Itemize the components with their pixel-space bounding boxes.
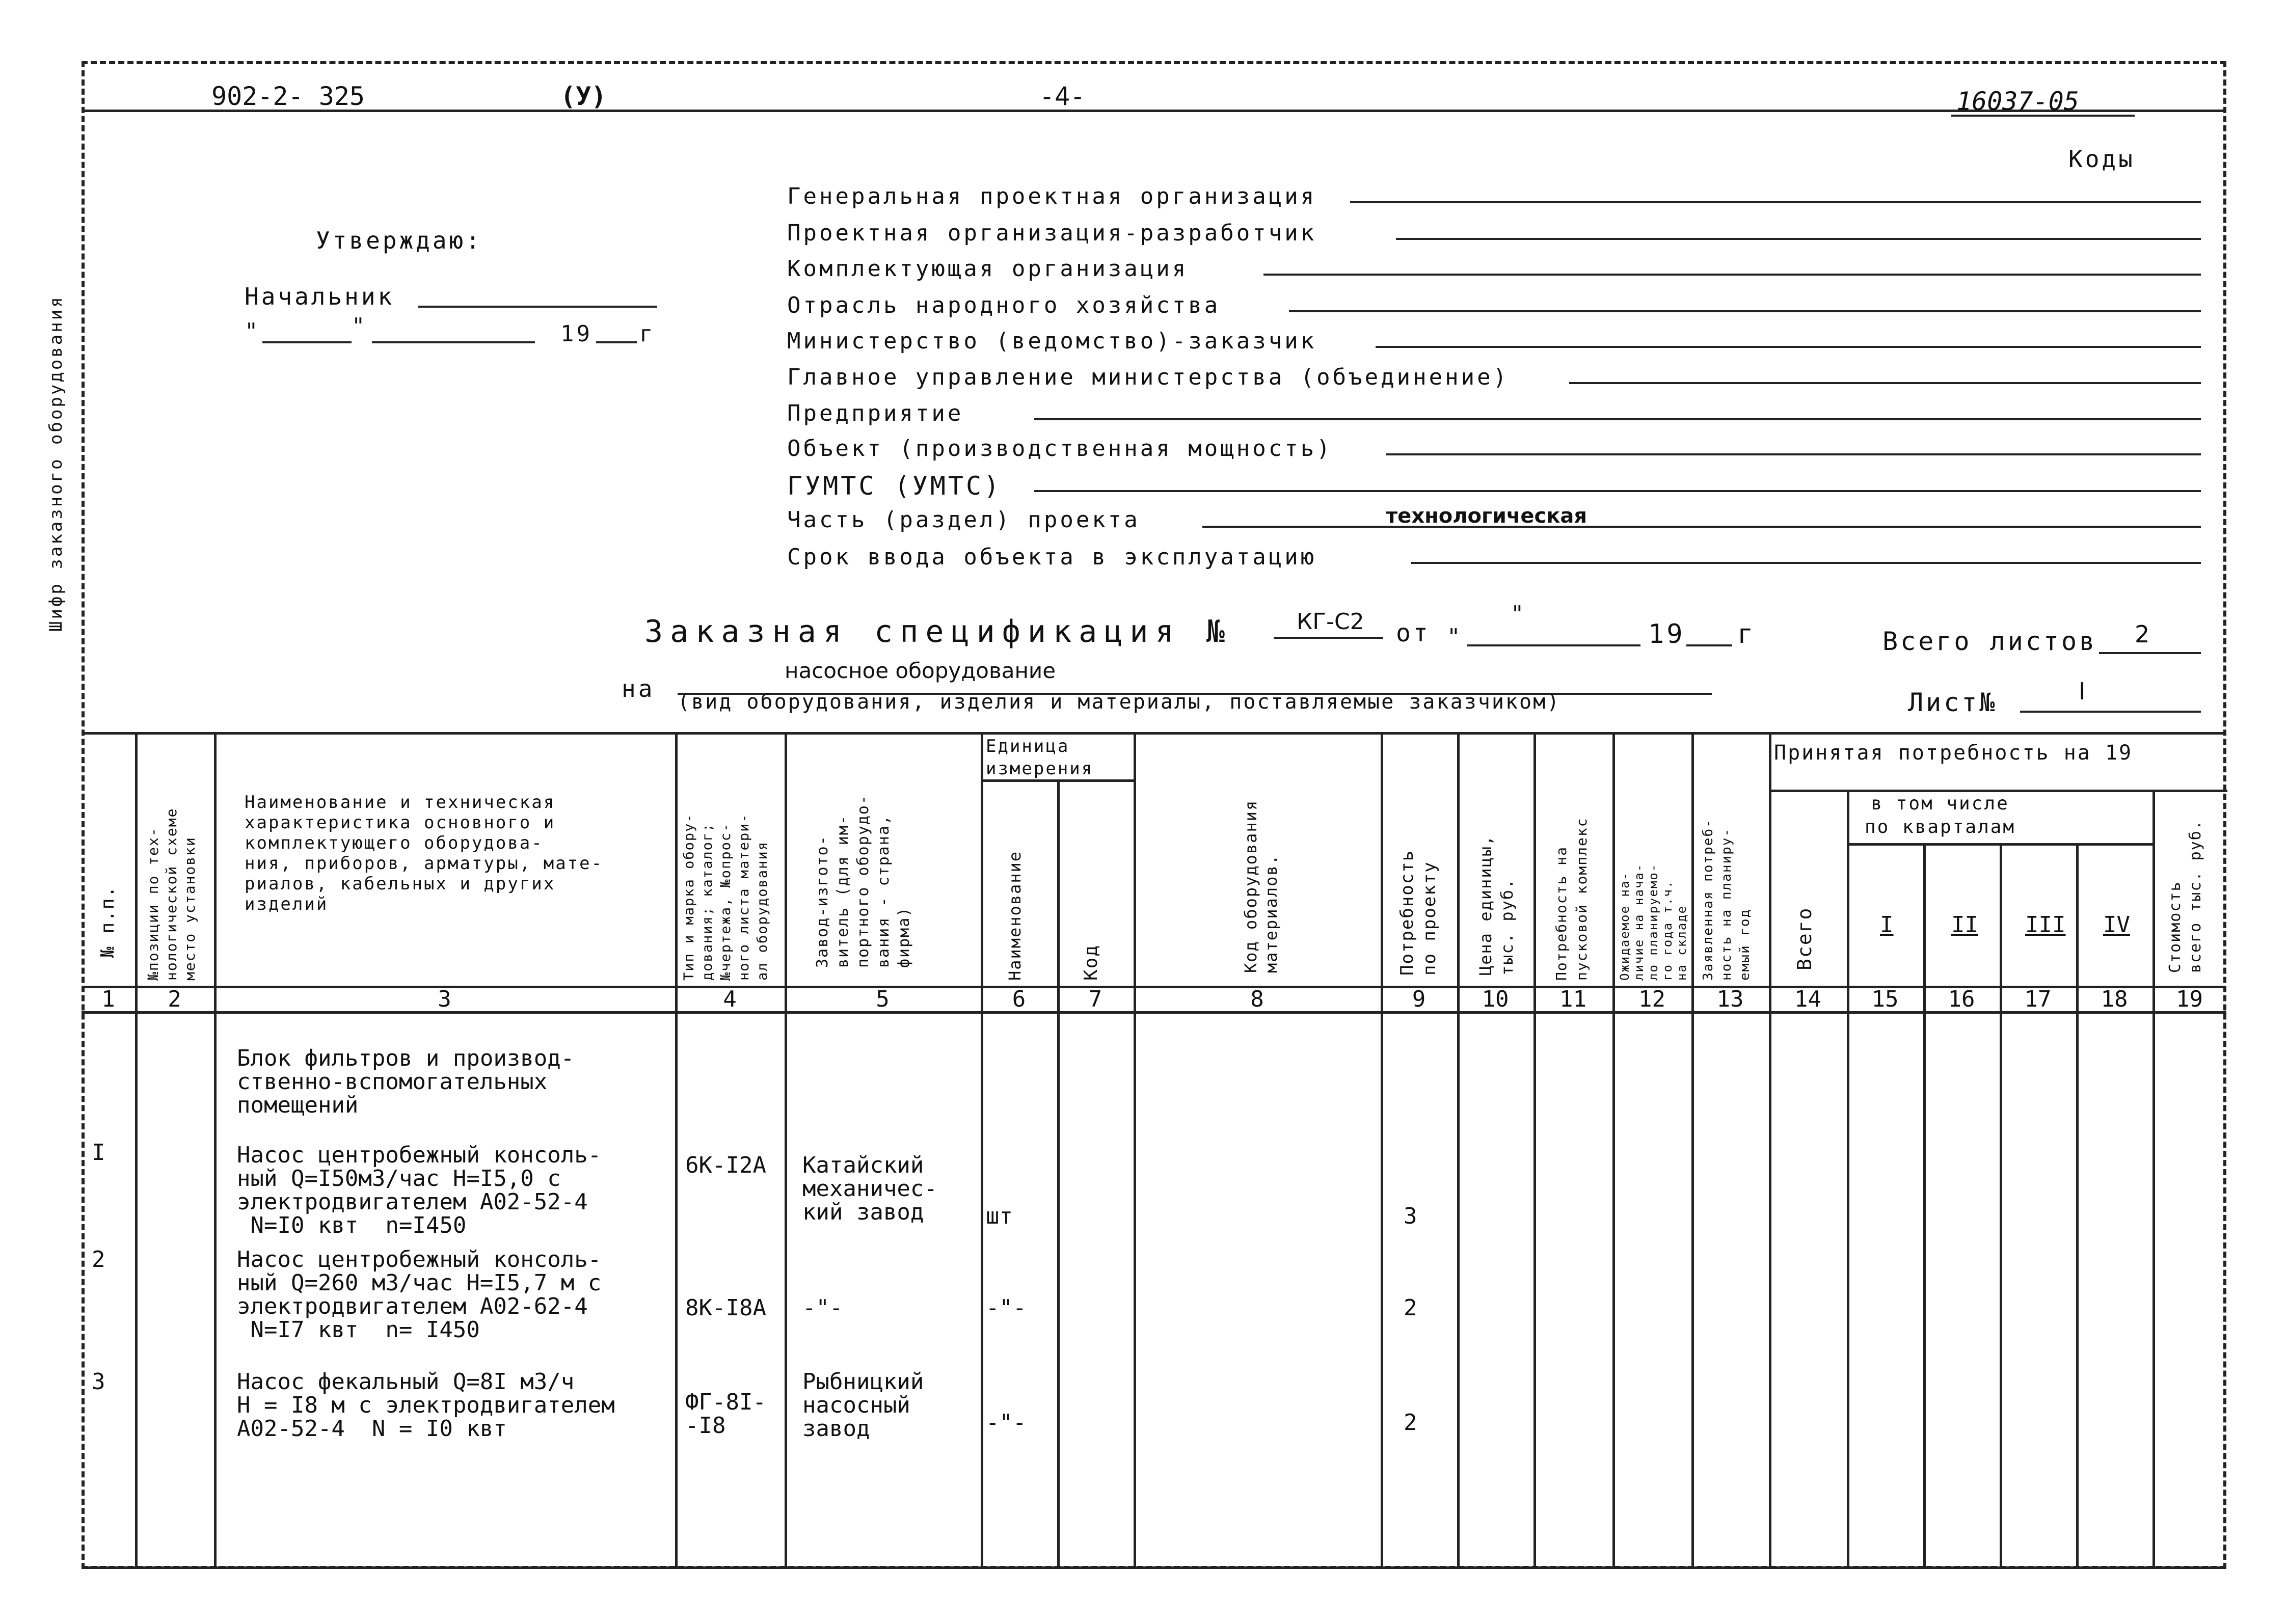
row-maker: -"- xyxy=(802,1295,843,1321)
col-header-11: Потребность на пусковой комплекс xyxy=(1553,817,1590,981)
col-header-16: II xyxy=(1951,912,1978,938)
col-header-14: Всего xyxy=(1793,907,1816,970)
column-number: 10 xyxy=(1482,986,1509,1012)
sheet-label: Лист№ xyxy=(1908,688,1998,717)
chief-label: Начальник xyxy=(245,283,395,310)
row-name: Насос фекальный Q=8I м3/ч Н = I8 м с электродвигателем А02-52-4 N = I0 квт xyxy=(237,1369,615,1442)
row-maker: Рыбницкий насосный завод xyxy=(802,1369,924,1442)
date-quote-close: " xyxy=(352,313,368,339)
org-field-label: Предприятие xyxy=(787,400,964,426)
group-title: Блок фильтров и производ- ственно-вспомогательных помещений xyxy=(237,1045,575,1118)
column-number: 8 xyxy=(1250,986,1264,1012)
col-header-15: I xyxy=(1880,912,1894,938)
column-number: 9 xyxy=(1412,986,1426,1012)
total-sheets-value: 2 xyxy=(2135,620,2150,648)
col-header-2: №позиции по тех- нологической схеме место установки xyxy=(145,807,198,981)
row-unit: -"- xyxy=(986,1295,1027,1321)
spec-from: от xyxy=(1396,619,1431,647)
org-field-label: Объект (производственная мощность) xyxy=(787,436,1333,462)
row-name: Насос центробежный консоль- ный Q=260 м3/час Н=I5,7 м с электродвигателем А02-62-4 N=I7 квт n= I450 xyxy=(237,1247,602,1343)
col-header-13: Заявленная потреб- ность на планиру- емый год xyxy=(1701,819,1753,981)
col-header-14-19-group: Принятая потребность на 19 xyxy=(1774,741,2133,765)
row-number: 2 xyxy=(92,1247,105,1273)
approve-label: Утверждаю: xyxy=(316,227,482,254)
date-quote-open: " xyxy=(245,318,261,344)
column-number: 2 xyxy=(168,986,181,1012)
header-separator xyxy=(82,110,2226,112)
doc-mark: (У) xyxy=(560,82,607,111)
codes-label: Коды xyxy=(2068,145,2135,173)
org-field-label: ГУМТС (УМТС) xyxy=(787,471,1002,501)
col-header-3: Наименование и техническая характеристика основного и комплектующего оборудова- ния, приборов, арматуры, мате- риалов, кабельных и других изделий xyxy=(245,792,604,914)
col-header-18: IV xyxy=(2103,912,2130,938)
org-field-label: Министерство (ведомство)-заказчик xyxy=(787,328,1317,354)
row-number: 3 xyxy=(92,1369,105,1395)
col-header-9: Потребность по проекту xyxy=(1397,849,1440,976)
side-stamp: Шифр заказного оборудования xyxy=(46,295,66,632)
row-quantity: 2 xyxy=(1404,1410,1417,1436)
col-header-17: III xyxy=(2025,912,2066,938)
row-name: Насос центробежный консоль- ный Q=I50м3/час Н=I5,0 с электродвигателем А02-52-4 N=I0 квт n=I450 xyxy=(237,1142,602,1238)
col-header-6: Наименование xyxy=(1005,850,1025,981)
org-field-label: Проектная организация-разработчик xyxy=(787,220,1317,246)
col-header-19: Стоимость всего тыс. руб. xyxy=(2166,820,2204,973)
doc-code: 902-2- 325 xyxy=(211,82,365,111)
spec-subject-caption: (вид оборудования, изделия и материалы, поставляемые заказчиком) xyxy=(678,690,1561,714)
spec-quote-close: " xyxy=(1511,601,1527,627)
row-quantity: 3 xyxy=(1404,1203,1417,1229)
column-number: 15 xyxy=(1871,986,1899,1012)
spec-on: на xyxy=(622,675,655,702)
row-quantity: 2 xyxy=(1404,1295,1417,1321)
row-type: 6К-I2А xyxy=(685,1152,766,1178)
column-number: 7 xyxy=(1088,986,1102,1012)
spec-year-suffix: г xyxy=(1737,619,1756,649)
approval-year: 19 xyxy=(560,321,593,347)
org-field-label: Срок ввода объекта в эксплуатацию xyxy=(787,544,1317,570)
approval-year-suffix: г xyxy=(639,321,656,347)
column-number: 1 xyxy=(101,986,115,1012)
column-number: 16 xyxy=(1948,986,1975,1012)
column-number: 4 xyxy=(723,986,737,1012)
column-number: 11 xyxy=(1559,986,1586,1012)
inventory-number: 16037-05 xyxy=(1956,87,2079,116)
sheet-number: I xyxy=(2079,678,2086,705)
col-header-1: № п.п. xyxy=(97,885,118,958)
row-maker: Катайский механичес- кий завод xyxy=(802,1152,937,1225)
org-field-label: Генеральная проектная организация xyxy=(787,183,1317,209)
spec-subject: насосное оборудование xyxy=(785,658,1056,683)
org-field-label: Часть (раздел) проекта xyxy=(787,507,1140,533)
col-header-12: Ожидаемое на- личие на нача- ло планируемо- го года т.ч. на складе xyxy=(1618,863,1689,981)
column-number: 19 xyxy=(2176,986,2203,1012)
spec-year: 19 xyxy=(1648,619,1685,649)
spec-quote-open: " xyxy=(1447,624,1463,650)
column-number: 14 xyxy=(1794,986,1821,1012)
org-field-label: Комплектующая организация xyxy=(787,256,1189,282)
column-number: 13 xyxy=(1716,986,1744,1012)
row-unit: -"- xyxy=(986,1410,1027,1436)
col-header-7: Код xyxy=(1081,944,1101,981)
column-number: 6 xyxy=(1012,986,1026,1012)
org-field-label: Отрасль народного хозяйства xyxy=(787,292,1221,318)
col-header-5: Завод-изгото- витель (для им- портного оборудо- вания - страна, фирма) xyxy=(814,794,913,968)
row-type: ФГ-8I- -I8 xyxy=(685,1389,766,1439)
row-type: 8К-I8А xyxy=(685,1295,766,1321)
quarters-group: в том числе по кварталам xyxy=(1865,793,2016,837)
total-sheets-label: Всего листов xyxy=(1882,627,2097,656)
column-number: 3 xyxy=(438,986,451,1012)
column-number: 18 xyxy=(2101,986,2128,1012)
col-header-6-7-group: Единица измерения xyxy=(986,736,1094,779)
col-header-8: Код оборудования материалов. xyxy=(1241,799,1281,973)
col-header-10: Цена единицы, тыс. руб. xyxy=(1476,834,1517,976)
col-header-4: Тип и марка обору- дования; каталог; №чертежа, №опрос- ного листа матери- ал оборудования xyxy=(681,813,770,981)
column-number: 12 xyxy=(1638,986,1665,1012)
row-number: I xyxy=(92,1140,105,1166)
row-unit: шт xyxy=(986,1203,1013,1229)
spec-title: Заказная спецификация № xyxy=(644,614,1232,649)
org-field-label: Главное управление министерства (объединение) xyxy=(787,364,1510,390)
spec-number: КГ-С2 xyxy=(1297,609,1364,635)
column-number: 17 xyxy=(2024,986,2052,1012)
project-part-value: технологическая xyxy=(1386,504,1588,528)
sheet-mark: -4- xyxy=(1039,82,1086,111)
column-number: 5 xyxy=(876,986,890,1012)
